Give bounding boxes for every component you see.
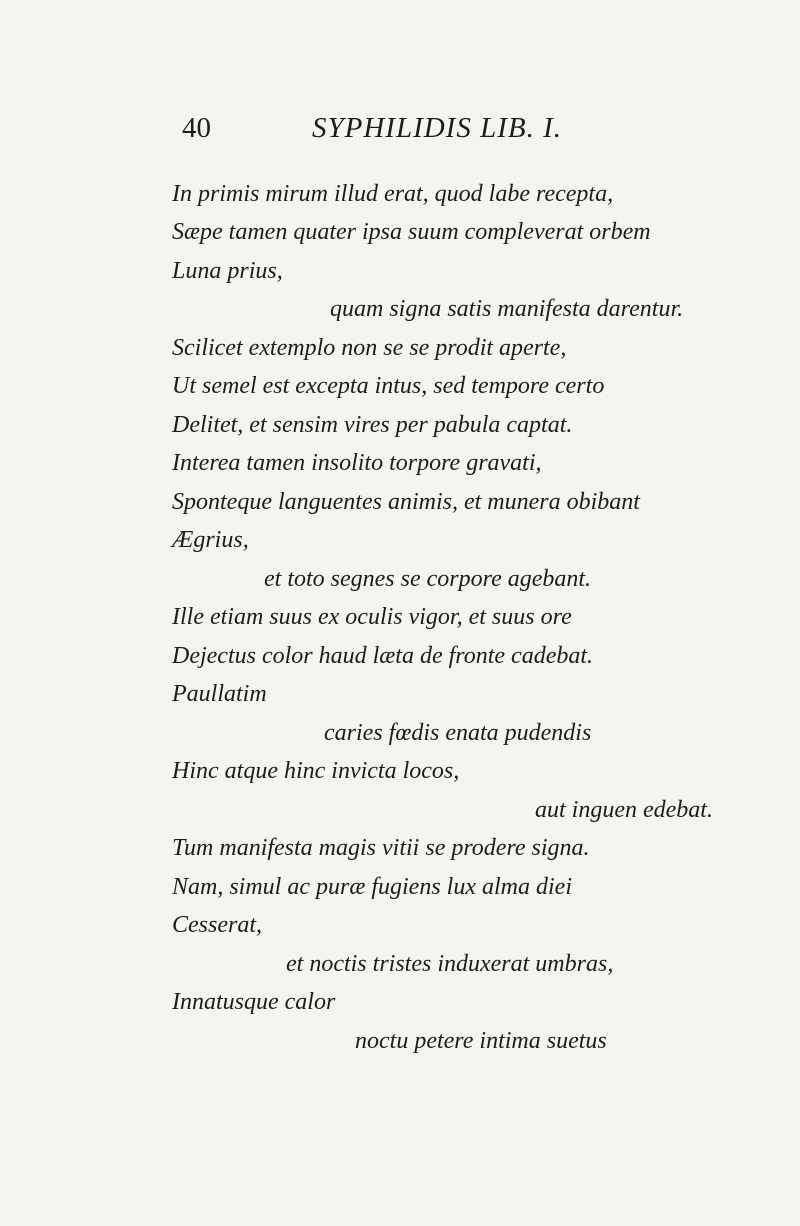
poem-line: Scilicet extemplo non se se prodit aperte, <box>172 335 567 361</box>
poem-line: Ut semel est excepta intus, sed tempore certo <box>172 373 605 399</box>
poem-line: et noctis tristes induxerat umbras, <box>286 951 614 977</box>
poem-line: caries fœdis enata pudendis <box>324 720 592 746</box>
poem-line: Ægrius, <box>172 527 249 553</box>
poem-line: et toto segnes se corpore agebant. <box>264 566 592 592</box>
poem-line: Luna prius, <box>172 258 283 284</box>
page-number: 40 <box>182 112 211 144</box>
poem-line: Sponteque languentes animis, et munera obibant <box>172 489 640 515</box>
poem-line: aut inguen edebat. <box>535 797 713 823</box>
poem-line: noctu petere intima suetus <box>355 1028 607 1054</box>
poem-line: Nam, simul ac puræ fugiens lux alma diei <box>172 874 572 900</box>
poem-line: Sæpe tamen quater ipsa suum compleverat orbem <box>172 219 651 245</box>
poem-line: In primis mirum illud erat, quod labe recepta, <box>172 181 614 207</box>
poem-line: quam signa satis manifesta darentur. <box>330 296 684 322</box>
running-title: SYPHILIDIS LIB. I. <box>312 112 562 144</box>
poem-line: Paullatim <box>172 681 267 707</box>
poem-line: Dejectus color haud læta de fronte cadebat. <box>172 643 594 669</box>
poem-line: Tum manifesta magis vitii se prodere signa. <box>172 835 590 861</box>
poem-line: Innatusque calor <box>172 989 336 1015</box>
poem-line: Hinc atque hinc invicta locos, <box>172 758 460 784</box>
poem-line: Delitet, et sensim vires per pabula captat. <box>172 412 573 438</box>
poem-line: Cesserat, <box>172 912 262 938</box>
poem-line: Interea tamen insolito torpore gravati, <box>172 450 542 476</box>
poem-line: Ille etiam suus ex oculis vigor, et suus ore <box>172 604 572 630</box>
